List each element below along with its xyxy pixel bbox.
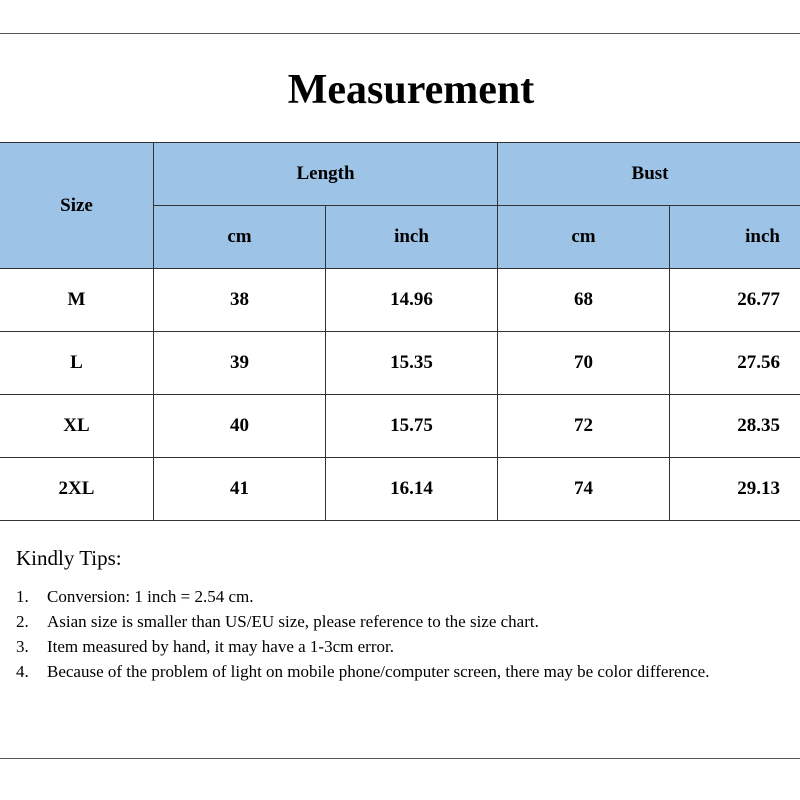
length-inch-cell: 15.75 (326, 395, 498, 458)
size-cell: M (0, 269, 154, 332)
length-cm-cell: 38 (154, 269, 326, 332)
tip-text: Item measured by hand, it may have a 1-3cm error. (47, 637, 394, 656)
bust-inch-cell: 26.77 (670, 269, 800, 332)
list-item (16, 634, 786, 659)
tip-number: 1. (16, 587, 29, 606)
tips-title: Kindly Tips: (16, 546, 122, 570)
bust-cm-cell: 70 (498, 332, 670, 395)
page-title: Measurement (287, 67, 535, 113)
length-inch-cell: 16.14 (326, 458, 498, 521)
bottom-divider (0, 758, 800, 759)
size-column-header: Size (0, 143, 154, 269)
length-cm-header: cm (154, 206, 326, 269)
table-row (0, 269, 800, 332)
tip-text: Asian size is smaller than US/EU size, please reference to the size chart. (47, 612, 539, 631)
tips-list (16, 584, 786, 684)
bust-cm-cell: 72 (498, 395, 670, 458)
size-cell: XL (0, 395, 154, 458)
bust-inch-cell: 28.35 (670, 395, 800, 458)
size-cell: L (0, 332, 154, 395)
bust-cm-cell: 74 (498, 458, 670, 521)
length-inch-header: inch (326, 206, 498, 269)
tip-number: 4. (16, 662, 29, 681)
size-cell: 2XL (0, 458, 154, 521)
length-cm-cell: 39 (154, 332, 326, 395)
table-row (0, 395, 800, 458)
tip-number: 2. (16, 612, 29, 631)
top-divider (0, 33, 800, 34)
length-cm-cell: 40 (154, 395, 326, 458)
length-inch-cell: 15.35 (326, 332, 498, 395)
bust-inch-cell: 29.13 (670, 458, 800, 521)
bust-cm-cell: 68 (498, 269, 670, 332)
length-group-header: Length (154, 143, 498, 206)
length-cm-cell: 41 (154, 458, 326, 521)
tip-text: Conversion: 1 inch = 2.54 cm. (47, 587, 254, 606)
list-item (16, 609, 786, 634)
list-item (16, 659, 786, 684)
bust-cm-header: cm (498, 206, 670, 269)
list-item (16, 584, 786, 609)
tip-number: 3. (16, 637, 29, 656)
table-header-row (0, 143, 800, 206)
table-row (0, 458, 800, 521)
bust-inch-header: inch (670, 206, 800, 269)
bust-group-header: Bust (498, 143, 800, 206)
tip-text: Because of the problem of light on mobile phone/computer screen, there may be color difference. (47, 662, 710, 681)
bust-inch-cell: 27.56 (670, 332, 800, 395)
size-chart-table (0, 142, 800, 521)
length-inch-cell: 14.96 (326, 269, 498, 332)
table-row (0, 332, 800, 395)
kindly-tips (16, 544, 786, 684)
